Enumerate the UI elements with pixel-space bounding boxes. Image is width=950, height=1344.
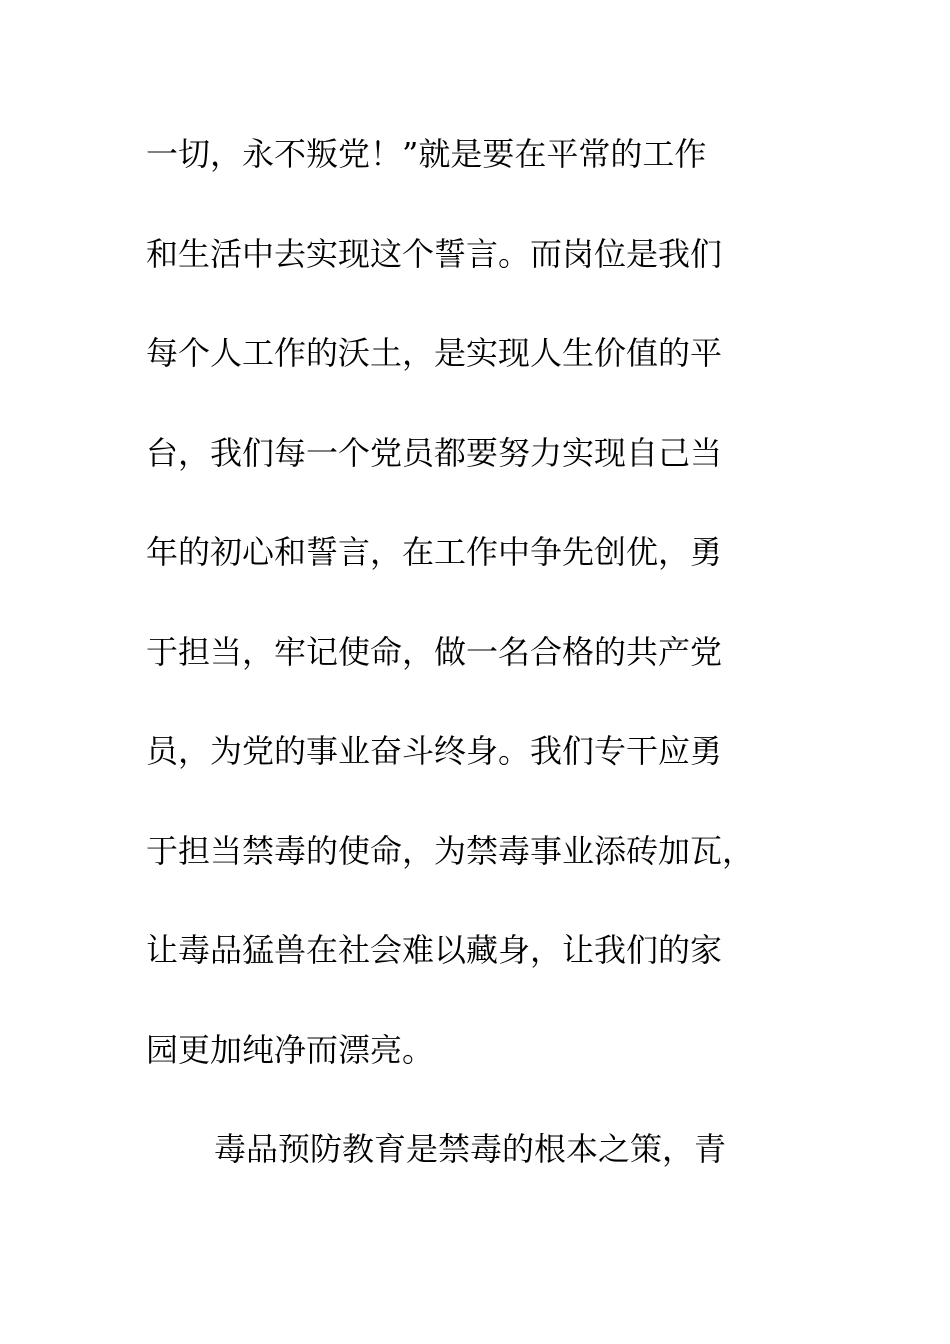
paragraph-1-line-7: 员，为党的事业奋斗终身。我们专干应勇 [146, 732, 723, 770]
paragraph-1-line-10: 园更加纯净而漂亮。 [146, 1031, 435, 1069]
paragraph-1-line-8: 于担当禁毒的使命，为禁毒事业添砖加瓦， [146, 832, 755, 870]
paragraph-1-line-6: 于担当，牢记使命，做一名合格的共产党 [146, 633, 723, 671]
paragraph-1-line-2: 和生活中去实现这个誓言。而岗位是我们 [146, 235, 723, 273]
paragraph-2-line-1: 毒品预防教育是禁毒的根本之策，青 [214, 1130, 727, 1168]
paragraph-1-line-9: 让毒品猛兽在社会难以藏身，让我们的家 [146, 931, 723, 969]
paragraph-1-line-4: 台，我们每一个党员都要努力实现自己当 [146, 434, 723, 472]
paragraph-1-line-1: 一切，永不叛党！”就是要在平常的工作 [146, 135, 707, 173]
paragraph-1-line-5: 年的初心和誓言，在工作中争先创优，勇 [146, 533, 723, 571]
paragraph-1-line-3: 每个人工作的沃土，是实现人生价值的平 [146, 334, 723, 372]
